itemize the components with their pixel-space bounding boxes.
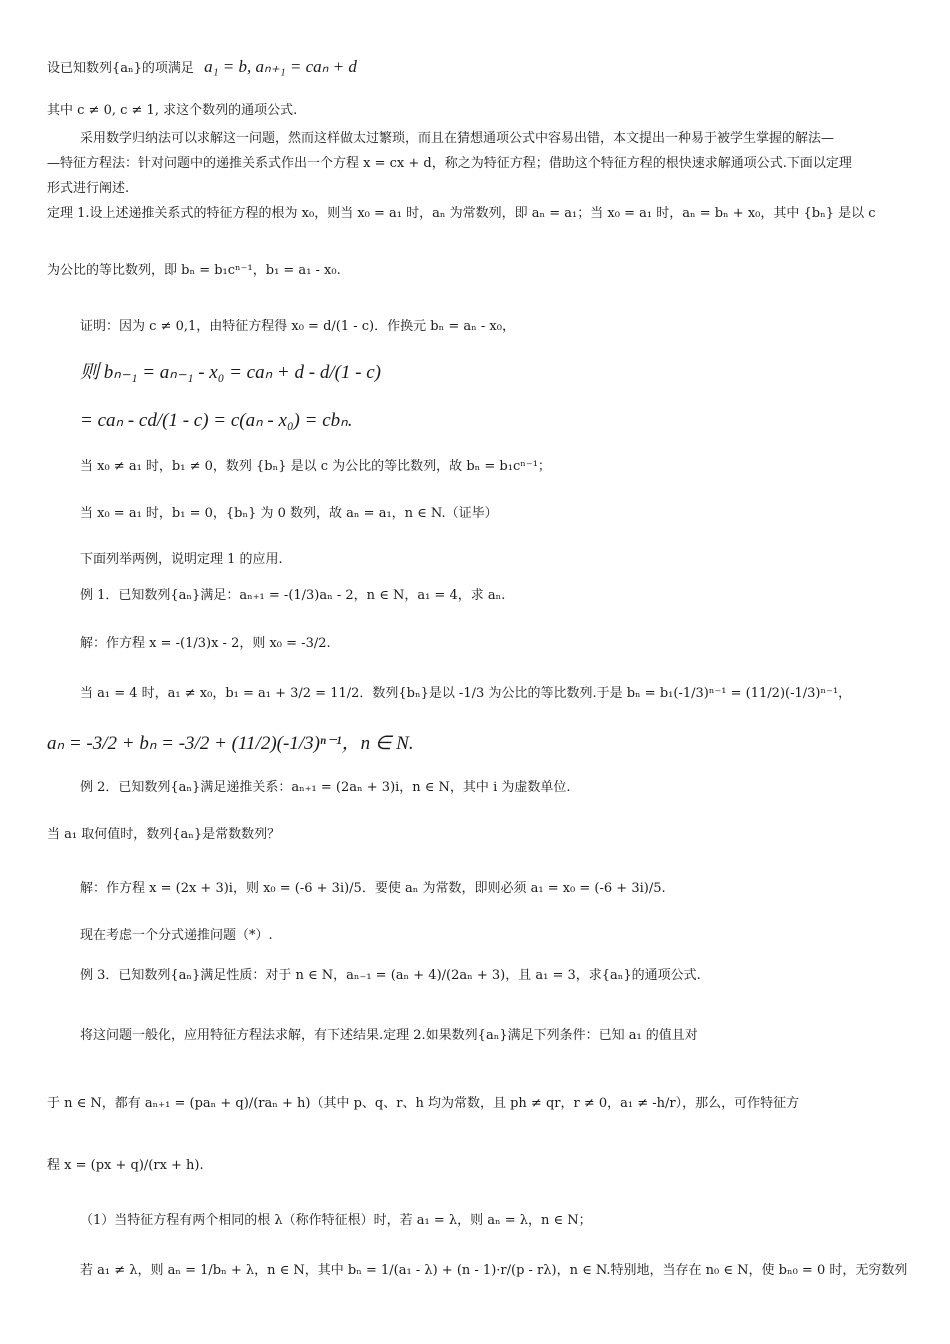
proof-case-2: 当 x₀ = a₁ 时，b₁ = 0，{bₙ} 为 0 数列，故 aₙ = a₁，n ∈ N.（证毕） xyxy=(80,506,498,521)
proof-case-1: 当 x₀ ≠ a₁ 时，b₁ ≠ 0，数列 {bₙ} 是以 c 为公比的等比数列，故 bₙ = b₁cⁿ⁻¹； xyxy=(80,459,551,474)
proof-formula-line-3: = caₙ - cd/(1 - c) = c(aₙ - x₀) = cbₙ. xyxy=(80,410,353,431)
theorem1-line-2: 为公比的等比数列，即 bₙ = b₁cⁿ⁻¹，b₁ = a₁ - x₀. xyxy=(47,263,341,278)
theorem1-line-1: 定理 1.设上述递推关系式的特征方程的根为 x₀，则当 x₀ = a₁ 时，aₙ 为常数列，即 aₙ = a₁；当 x₀ = a₁ 时，aₙ = bₙ + x₀，其中 {bₙ} 是以 c xyxy=(47,206,876,221)
problem-intro: 设已知数列{aₙ}的项满足 xyxy=(47,61,194,76)
example2-statement-2: 当 a₁ 取何值时，数列{aₙ}是常数数列？ xyxy=(47,827,281,842)
example3-statement: 例 3．已知数列{aₙ}满足性质：对于 n ∈ N，aₙ₋₁ = (aₙ + 4)/(2aₙ + 3)，且 a₁ = 3，求{aₙ}的通项公式. xyxy=(80,968,701,983)
problem-condition-line: 其中 c ≠ 0, c ≠ 1, 求这个数列的通项公式. xyxy=(47,103,298,118)
problem-recurrence-formula: a₁ = b, aₙ₊₁ = caₙ + d xyxy=(204,57,357,76)
theorem2-line-3: 程 x = (px + q)/(rx + h). xyxy=(47,1158,204,1173)
example2-solution: 解：作方程 x = (2x + 3)i，则 x₀ = (-6 + 3i)/5．要使 aₙ 为常数，即则必须 a₁ = x₀ = (-6 + 3i)/5. xyxy=(80,881,666,896)
theorem2-line-2: 于 n ∈ N，都有 aₙ₊₁ = (paₙ + q)/(raₙ + h)（其中 p、q、r、h 均为常数，且 ph ≠ qr，r ≠ 0，a₁ ≠ -h/r），那么，可作特征方 xyxy=(47,1096,800,1111)
theorem2-line-1: 将这问题一般化，应用特征方程法求解，有下述结果.定理 2.如果数列{aₙ}满足下列条件：已知 a₁ 的值且对 xyxy=(80,1028,698,1043)
intro-paragraph-line-2: —特征方程法：针对问题中的递推关系式作出一个方程 x = cx + d，称之为特征方程；借助这个特征方程的根快速求解通项公式.下面以定理 xyxy=(47,156,852,171)
examples-intro: 下面列举两例，说明定理 1 的应用. xyxy=(80,552,283,567)
theorem2-case-1-line-1: （1）当特征方程有两个相同的根 λ（称作特征根）时，若 a₁ = λ，则 aₙ = λ，n ∈ N； xyxy=(80,1213,592,1228)
theorem2-case-1-line-2: 若 a₁ ≠ λ，则 aₙ = 1/bₙ + λ，n ∈ N，其中 bₙ = 1/(a₁ - λ) + (n - 1)·r/(p - rλ)，n ∈ N.特别地，当存在 n₀ ∈ N，使 bₙ₀ = 0 时，无穷数列 xyxy=(80,1263,908,1278)
fractional-recurrence-note: 现在考虑一个分式递推问题（*）. xyxy=(80,928,273,943)
proof-formula-line-2: 则 bₙ₋₁ = aₙ₋₁ - x₀ = caₙ + d - d/(1 - c) xyxy=(80,362,382,383)
example1-solution-1: 解：作方程 x = -(1/3)x - 2，则 x₀ = -3/2. xyxy=(80,636,331,651)
intro-paragraph-line-1: 采用数学归纳法可以求解这一问题，然而这样做太过繁琐，而且在猜想通项公式中容易出错，本文提出一种易于被学生掌握的解法— xyxy=(80,131,835,146)
proof-line-1: 证明：因为 c ≠ 0,1，由特征方程得 x₀ = d/(1 - c)．作换元 bₙ = aₙ - x₀， xyxy=(80,319,515,334)
intro-paragraph-line-3: 形式进行阐述. xyxy=(47,181,130,196)
example1-solution-3: aₙ = -3/2 + bₙ = -3/2 + (11/2)(-1/3)ⁿ⁻¹，n ∈ N. xyxy=(47,733,414,754)
problem-statement-line-1 xyxy=(47,58,950,78)
example1-statement: 例 1．已知数列{aₙ}满足：aₙ₊₁ = -(1/3)aₙ - 2，n ∈ N，a₁ = 4，求 aₙ. xyxy=(80,588,506,603)
example1-solution-2: 当 a₁ = 4 时，a₁ ≠ x₀，b₁ = a₁ + 3/2 = 11/2．数列{bₙ}是以 -1/3 为公比的等比数列.于是 bₙ = b₁(-1/3)ⁿ⁻¹ = (11/2)(-1/3)ⁿ⁻¹， xyxy=(80,686,852,701)
example2-statement-1: 例 2．已知数列{aₙ}满足递推关系：aₙ₊₁ = (2aₙ + 3)i，n ∈ N，其中 i 为虚数单位. xyxy=(80,780,571,795)
